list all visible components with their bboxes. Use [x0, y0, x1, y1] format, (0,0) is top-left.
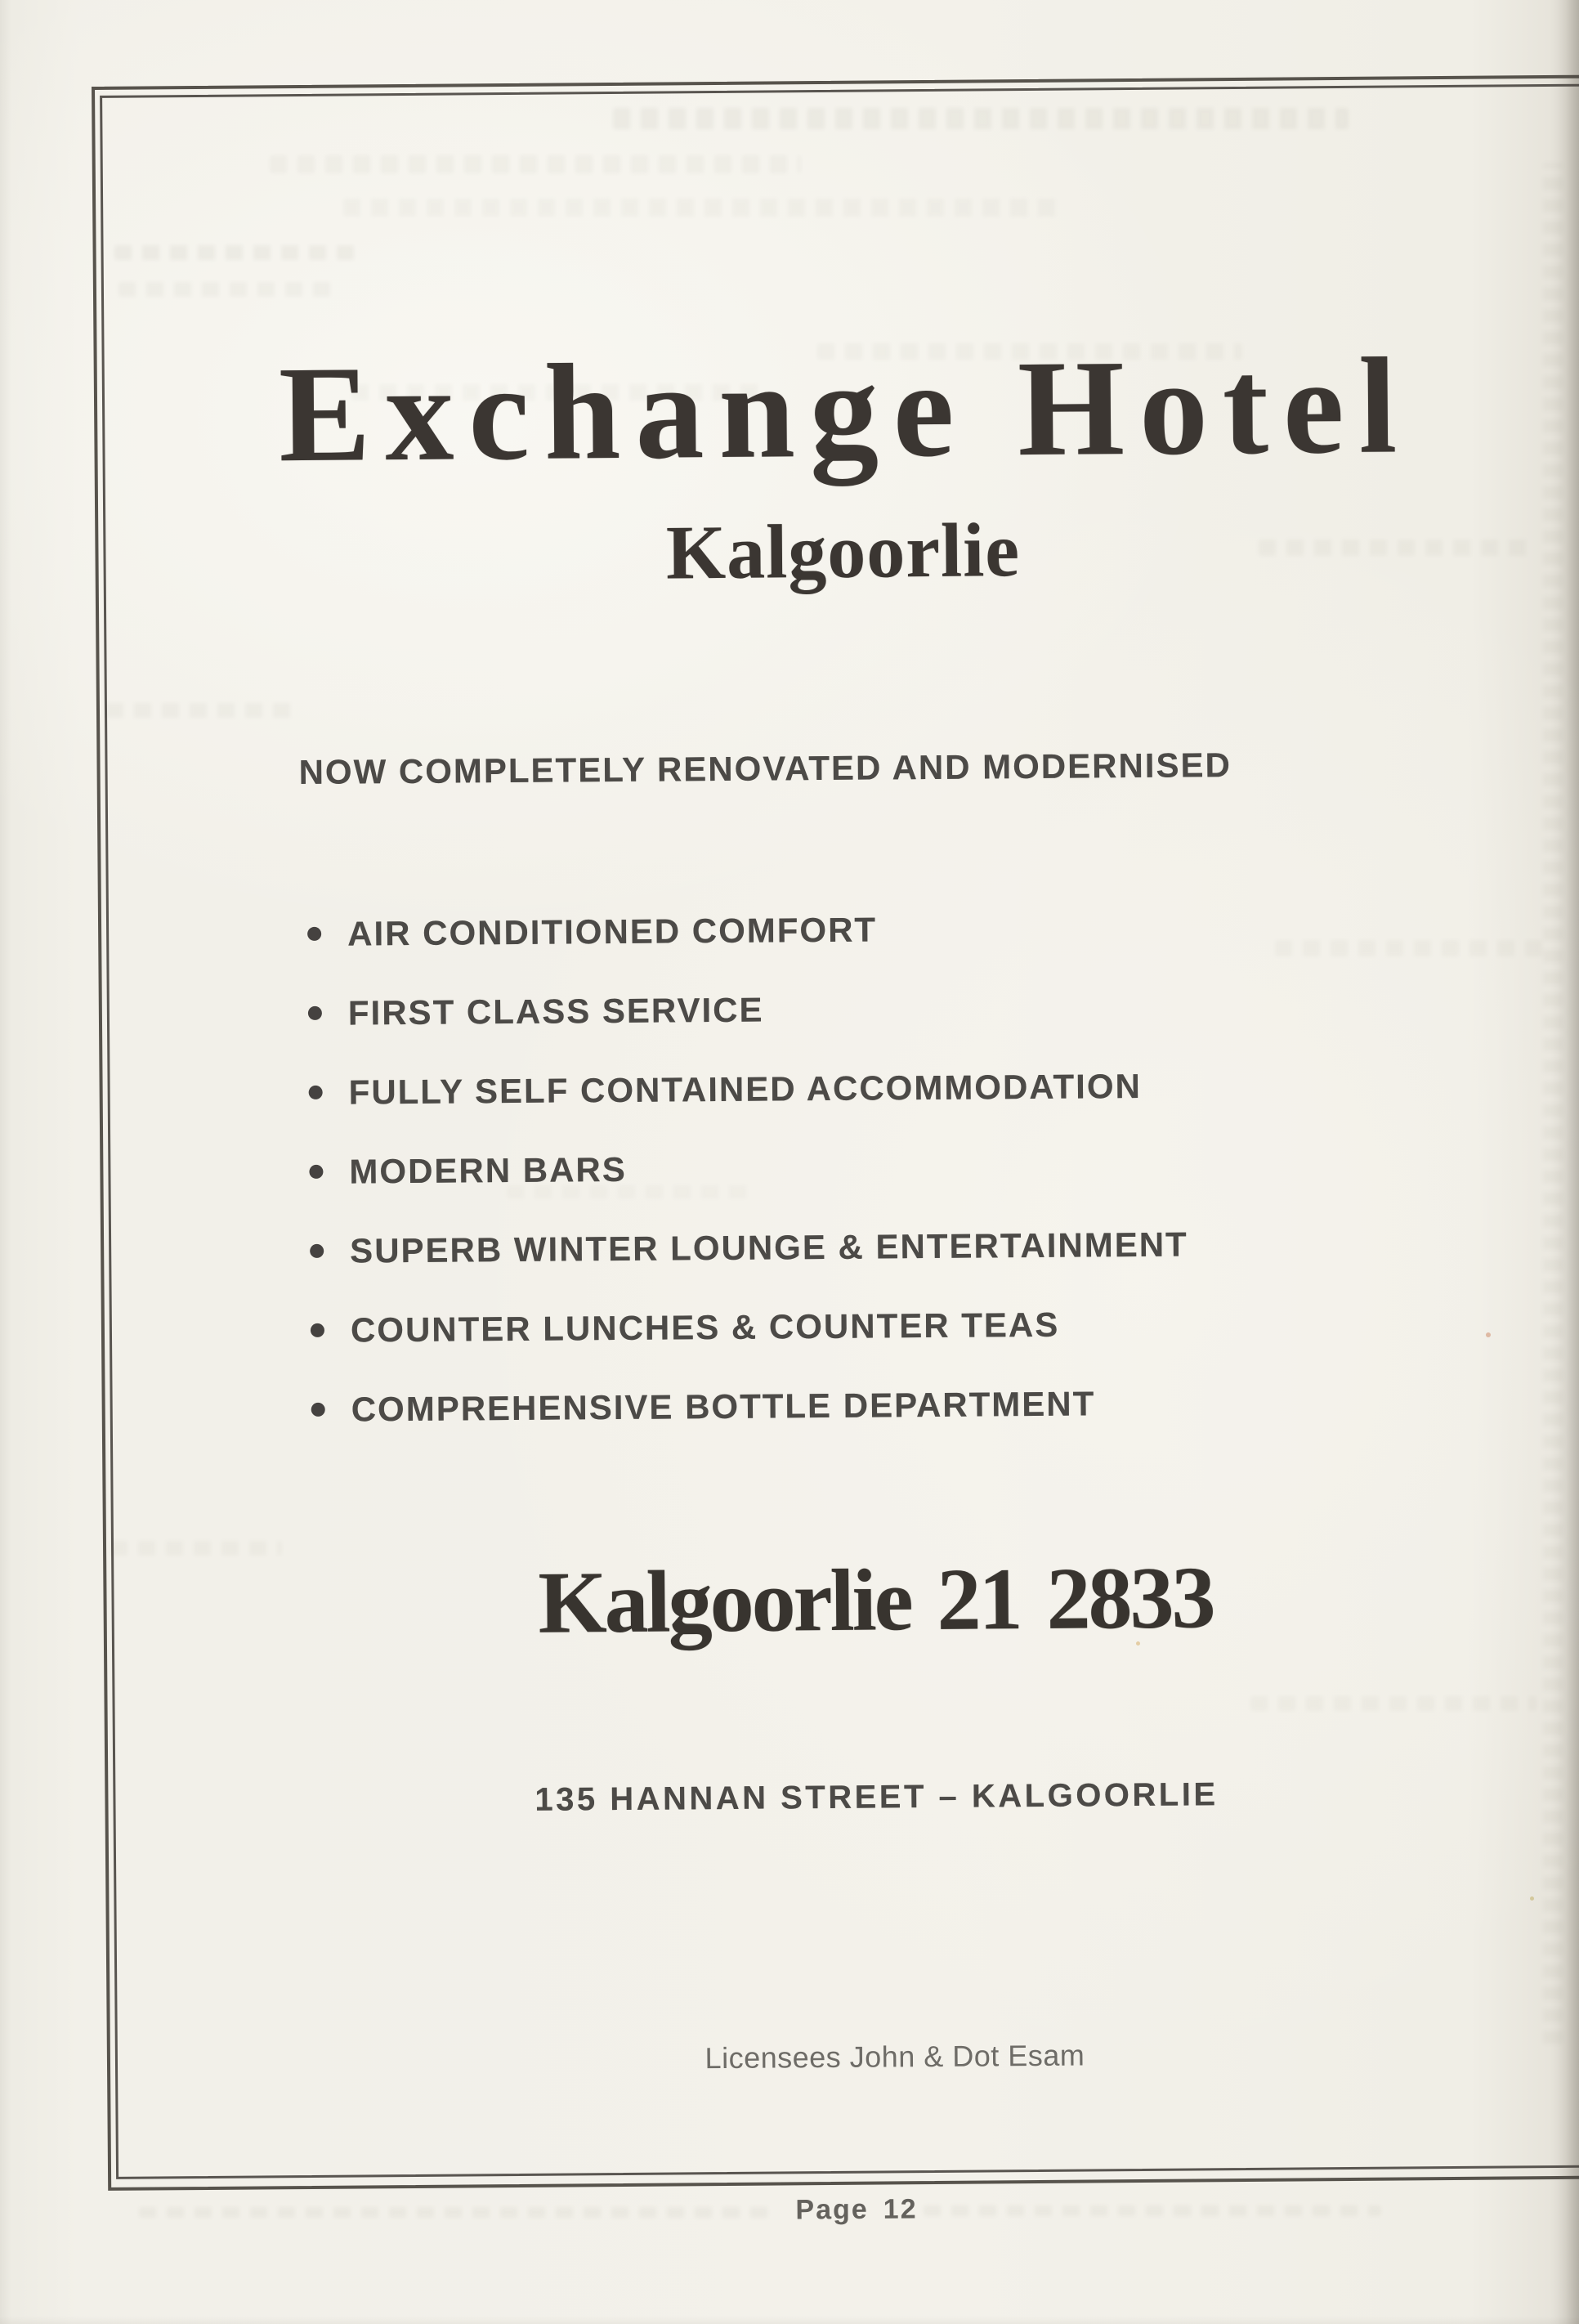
feature-label: MODERN BARS	[349, 1149, 627, 1191]
street-address: 135 HANNAN STREET – KALGOORLIE	[535, 1776, 1219, 1818]
licensees-line: Licensees John & Dot Esam	[705, 2038, 1085, 2075]
hotel-name-title: Exchange Hotel	[278, 329, 1412, 490]
feature-item	[103, 1126, 1188, 1213]
scan-edge-shadow-left	[0, 0, 11, 2324]
bullet-icon	[311, 1323, 324, 1337]
feature-item	[105, 1364, 1189, 1451]
page-label: Page	[795, 2193, 869, 2226]
page-number: 12	[883, 2193, 918, 2225]
bullet-icon	[307, 927, 321, 941]
bullet-icon	[309, 1165, 323, 1179]
feature-item	[104, 1205, 1188, 1292]
feature-label: FULLY SELF CONTAINED ACCOMMODATION	[348, 1066, 1143, 1112]
feature-label: FIRST CLASS SERVICE	[347, 990, 764, 1032]
feature-item	[105, 1284, 1189, 1372]
hotel-location-subtitle: Kalgoorlie	[665, 508, 1021, 596]
feature-label: AIR CONDITIONED COMFORT	[347, 909, 878, 953]
feature-label: COMPREHENSIVE BOTTLE DEPARTMENT	[351, 1383, 1096, 1429]
bullet-icon	[309, 1086, 323, 1099]
feature-label: COUNTER LUNCHES & COUNTER TEAS	[350, 1305, 1060, 1350]
page-footer	[67, 2190, 1579, 2228]
feature-label: SUPERB WINTER LOUNGE & ENTERTAINMENT	[350, 1225, 1188, 1270]
renovation-tagline: NOW COMPLETELY RENOVATED AND MODERNISED	[298, 746, 1232, 792]
phone-number: Kalgoorlie 21 2833	[538, 1549, 1214, 1652]
feature-item	[102, 967, 1187, 1055]
bullet-icon	[310, 1244, 324, 1258]
scan-edge-shadow-bottom	[0, 2316, 1579, 2324]
feature-item	[102, 1046, 1187, 1134]
bullet-icon	[308, 1006, 322, 1020]
feature-list	[101, 888, 1190, 1451]
advert-frame	[92, 74, 1579, 2191]
bullet-icon	[311, 1403, 325, 1417]
feature-item	[101, 888, 1186, 975]
